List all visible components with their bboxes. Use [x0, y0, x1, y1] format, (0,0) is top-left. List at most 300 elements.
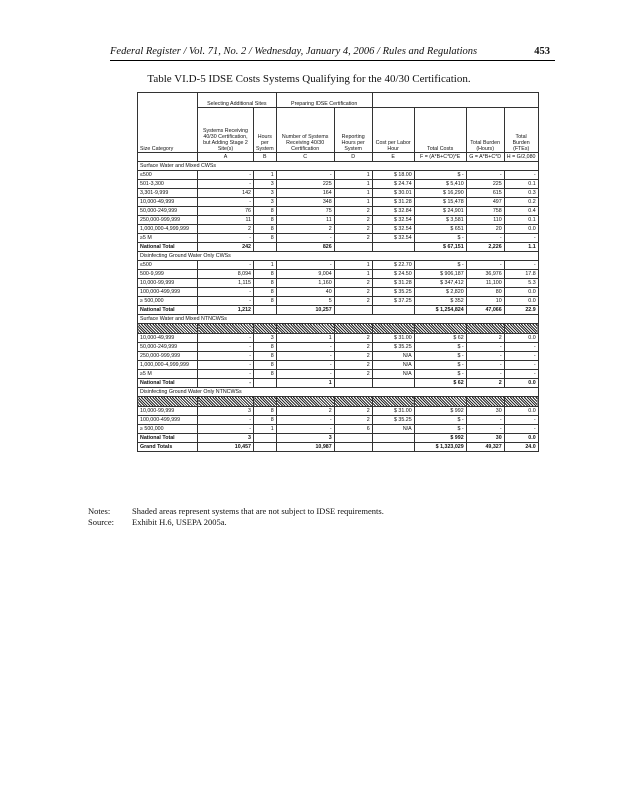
table-cell: - [198, 288, 254, 297]
table-cell: 0.0 [504, 434, 538, 443]
table-cell: ≤500 [138, 171, 198, 180]
column-header: Total Burden (FTEs) [504, 108, 538, 153]
source-text: Exhibit H.6, USEPA 2005a. [132, 517, 227, 528]
table-row [138, 189, 539, 198]
table-cell: 1,000,000-4,999,999 [138, 361, 198, 370]
table-cell: 250,000-999,999 [138, 216, 198, 225]
table-cell: ≤500 [138, 261, 198, 270]
table-row [138, 425, 539, 434]
table-cell: - [466, 352, 504, 361]
header-rule [110, 60, 555, 61]
table-cell [372, 443, 414, 452]
table-cell: $ 32.84 [372, 207, 414, 216]
table-cell: 0.0 [504, 225, 538, 234]
table-cell: 164 [276, 189, 334, 198]
table-cell: 10,457 [198, 443, 254, 452]
table-cell: - [504, 361, 538, 370]
table-notes [88, 506, 384, 529]
table-cell: 2 [198, 225, 254, 234]
table-cell: 22.9 [504, 306, 538, 315]
table-cell [254, 379, 277, 388]
table-cell: N/A [372, 425, 414, 434]
table-cell: 8 [254, 225, 277, 234]
table-cell: - [198, 180, 254, 189]
table-cell: 8 [254, 297, 277, 306]
table-cell: $ 2,820 [414, 288, 466, 297]
table-cell: 8 [254, 370, 277, 379]
table-cell [372, 306, 414, 315]
table-cell [334, 434, 372, 443]
table-cell: N/A [372, 370, 414, 379]
section-title-row [138, 162, 539, 171]
table-cell: $ 5,410 [414, 180, 466, 189]
table-cell: $ 62 [414, 334, 466, 343]
table-cell: 2 [466, 379, 504, 388]
table-cell: $ 35.25 [372, 416, 414, 425]
table-cell: 1,000,000-4,999,999 [138, 225, 198, 234]
table-cell: Grand Totals [138, 443, 198, 452]
table-row [138, 416, 539, 425]
table-cell: - [276, 352, 334, 361]
table-cell: 0.0 [504, 407, 538, 416]
table-cell: 1 [276, 334, 334, 343]
table-cell: - [276, 343, 334, 352]
table-cell: 2 [334, 343, 372, 352]
table-cell: 1,115 [198, 279, 254, 288]
table-cell: 1 [334, 261, 372, 270]
table-cell: 0.0 [504, 379, 538, 388]
table-cell: 40 [276, 288, 334, 297]
table-cell: - [504, 343, 538, 352]
table-cell: ≥ 500,000 [138, 425, 198, 434]
shaded-cell [276, 324, 334, 334]
table-cell: 10,000-99,999 [138, 407, 198, 416]
table-cell: - [504, 370, 538, 379]
table-cell: 11 [198, 216, 254, 225]
table-cell: - [276, 425, 334, 434]
table-cell: 3 [254, 189, 277, 198]
column-letter-row [138, 153, 539, 162]
table-cell: $ - [414, 370, 466, 379]
table-cell: $ 37.25 [372, 297, 414, 306]
table-cell: 8 [254, 361, 277, 370]
table-cell: 30 [466, 434, 504, 443]
table-cell: $ 15,478 [414, 198, 466, 207]
table-row [138, 234, 539, 243]
page-number: 453 [534, 46, 550, 57]
table-row [138, 343, 539, 352]
table-cell: 0.1 [504, 180, 538, 189]
shaded-row [138, 397, 539, 407]
section-title: Disinfecting Ground Water Only CWSs [138, 252, 539, 261]
group-header-selecting: Selecting Additional Sites [198, 93, 277, 108]
table-cell: N/A [372, 361, 414, 370]
shaded-cell [138, 324, 198, 334]
table-cell: 1.1 [504, 243, 538, 252]
column-letter: C [276, 153, 334, 162]
table-cell: 1 [254, 171, 277, 180]
table-cell: $ - [414, 234, 466, 243]
table-cell: National Total [138, 379, 198, 388]
table-row [138, 352, 539, 361]
table-row [138, 207, 539, 216]
table-cell: 8 [254, 207, 277, 216]
table-cell: 10 [466, 297, 504, 306]
running-head-text: Federal Register / Vol. 71, No. 2 / Wednesday, January 4, 2006 / Rules and Regulations [110, 46, 478, 57]
shaded-cell [504, 397, 538, 407]
table-cell: 2 [466, 334, 504, 343]
table-cell: 1 [334, 180, 372, 189]
table-row [138, 225, 539, 234]
table-cell: $ 35.25 [372, 288, 414, 297]
table-row [138, 361, 539, 370]
column-letter: A [198, 153, 254, 162]
table-cell: - [276, 416, 334, 425]
column-header: Number of Systems Receiving 40/30 Certification [276, 108, 334, 153]
table-cell: 6 [334, 425, 372, 434]
table-cell: 3 [198, 434, 254, 443]
table-cell: - [198, 334, 254, 343]
table-cell: 10,000-49,999 [138, 198, 198, 207]
table-cell: 826 [276, 243, 334, 252]
table-cell: 8 [254, 288, 277, 297]
table-cell: 5.3 [504, 279, 538, 288]
table-cell [334, 379, 372, 388]
shaded-cell [254, 324, 277, 334]
table-cell: 242 [198, 243, 254, 252]
table-cell: 2 [334, 207, 372, 216]
table-cell: 2 [334, 352, 372, 361]
table-cell: 0.1 [504, 216, 538, 225]
shaded-cell [254, 397, 277, 407]
table-cell: - [504, 234, 538, 243]
national-total-row [138, 434, 539, 443]
group-header-preparing: Preparing IDSE Certification [276, 93, 372, 108]
table-cell: - [466, 425, 504, 434]
table-cell: 75 [276, 207, 334, 216]
section-title-row [138, 252, 539, 261]
table-cell: 10,000-99,999 [138, 279, 198, 288]
table-cell: $ 35.25 [372, 343, 414, 352]
table-row [138, 216, 539, 225]
table-cell: 8,094 [198, 270, 254, 279]
column-letter: H = G/2,080 [504, 153, 538, 162]
table-cell: 250,000-999,999 [138, 352, 198, 361]
table-cell: National Total [138, 434, 198, 443]
table-cell: 8 [254, 216, 277, 225]
table-cell: $ 24.50 [372, 270, 414, 279]
table-row [138, 270, 539, 279]
table-cell: $ - [414, 416, 466, 425]
table-cell: 80 [466, 288, 504, 297]
table-cell: 1 [276, 379, 334, 388]
table-cell: 110 [466, 216, 504, 225]
table-cell: 3 [254, 180, 277, 189]
shaded-cell [466, 324, 504, 334]
table-cell: - [466, 261, 504, 270]
shaded-cell [198, 324, 254, 334]
table-cell: 24.0 [504, 443, 538, 452]
table-cell: ≥ 500,000 [138, 297, 198, 306]
column-header: Size Category [138, 108, 198, 153]
table-body [138, 162, 539, 452]
table-cell: National Total [138, 243, 198, 252]
table-cell: $ 31.00 [372, 407, 414, 416]
table-cell: - [276, 370, 334, 379]
table-cell: 1 [334, 198, 372, 207]
table-cell: - [198, 198, 254, 207]
table-cell: - [504, 352, 538, 361]
section-title: Disinfecting Ground Water Only NTNCWSs [138, 388, 539, 397]
table-cell: 1 [334, 189, 372, 198]
table-cell: 3 [198, 407, 254, 416]
table-cell: $ 30.01 [372, 189, 414, 198]
table-cell: - [198, 261, 254, 270]
table-cell: $ - [414, 343, 466, 352]
table-cell: 2 [334, 216, 372, 225]
table-cell: - [198, 425, 254, 434]
table-cell [372, 434, 414, 443]
source-line [88, 517, 384, 528]
table-cell: 2 [334, 407, 372, 416]
table-cell: $ 31.00 [372, 334, 414, 343]
table-cell: N/A [372, 352, 414, 361]
table-cell: 348 [276, 198, 334, 207]
table-cell: 2 [334, 288, 372, 297]
table-cell: 1,212 [198, 306, 254, 315]
table-cell: 17.8 [504, 270, 538, 279]
column-letter [138, 153, 198, 162]
table-cell: $ 992 [414, 407, 466, 416]
section-title: Surface Water and Mixed CWSs [138, 162, 539, 171]
column-header: Total Burden (Hours) [466, 108, 504, 153]
table-cell: 8 [254, 352, 277, 361]
table-cell: National Total [138, 306, 198, 315]
table-cell: 500-9,999 [138, 270, 198, 279]
table-cell: 20 [466, 225, 504, 234]
table-cell: 142 [198, 189, 254, 198]
table-cell: $ 67,151 [414, 243, 466, 252]
table-cell: 1 [254, 261, 277, 270]
column-header: Cost per Labor Hour [372, 108, 414, 153]
table-cell: $ 32.54 [372, 234, 414, 243]
table-cell: - [466, 361, 504, 370]
table-cell: - [198, 234, 254, 243]
table-cell: 1 [254, 425, 277, 434]
table-cell: - [276, 261, 334, 270]
table-cell: - [198, 352, 254, 361]
table-cell: $ 3,581 [414, 216, 466, 225]
table-cell: - [504, 261, 538, 270]
column-header: Total Costs [414, 108, 466, 153]
table-cell: 0.4 [504, 207, 538, 216]
table-cell: 0.0 [504, 297, 538, 306]
notes-line [88, 506, 384, 517]
table-cell: 3,301-9,999 [138, 189, 198, 198]
group-header-blank [138, 93, 198, 108]
table-cell: 8 [254, 416, 277, 425]
table-cell: - [466, 171, 504, 180]
table-cell: 0.0 [504, 288, 538, 297]
shaded-cell [414, 324, 466, 334]
source-label: Source: [88, 517, 114, 528]
table-cell: 3 [254, 198, 277, 207]
table-cell: 497 [466, 198, 504, 207]
table-cell: $ 651 [414, 225, 466, 234]
table-cell: 3 [254, 334, 277, 343]
table-cell: 8 [254, 279, 277, 288]
table-cell: 10,257 [276, 306, 334, 315]
section-title: Surface Water and Mixed NTNCWSs [138, 315, 539, 324]
table-cell: $ - [414, 171, 466, 180]
table-cell: - [276, 171, 334, 180]
table-row [138, 198, 539, 207]
table-cell: - [504, 416, 538, 425]
table-cell: - [276, 361, 334, 370]
table-cell: 2 [276, 225, 334, 234]
shaded-cell [138, 397, 198, 407]
table-cell: $ 32.54 [372, 216, 414, 225]
table-cell: ≥5 M [138, 234, 198, 243]
column-letter: B [254, 153, 277, 162]
table-cell: - [198, 416, 254, 425]
table-row [138, 370, 539, 379]
table-cell: 0.3 [504, 189, 538, 198]
table-cell: $ 32.54 [372, 225, 414, 234]
table-cell [254, 443, 277, 452]
table-cell: - [198, 379, 254, 388]
table-cell: 2 [334, 279, 372, 288]
table-cell: 49,327 [466, 443, 504, 452]
table-cell: $ 22.70 [372, 261, 414, 270]
national-total-row [138, 243, 539, 252]
table-cell: 2 [334, 225, 372, 234]
shaded-cell [198, 397, 254, 407]
section-title-row [138, 315, 539, 324]
table-cell: 2 [334, 234, 372, 243]
table-cell: 3 [276, 434, 334, 443]
table-cell: - [198, 297, 254, 306]
column-letter: E [372, 153, 414, 162]
shaded-cell [414, 397, 466, 407]
table-cell: 2 [334, 416, 372, 425]
table-cell: $ - [414, 425, 466, 434]
table-cell: 8 [254, 270, 277, 279]
table-title: Table VI.D-5 IDSE Costs Systems Qualifying for the 40/30 Certification. [147, 73, 471, 85]
table-cell [372, 379, 414, 388]
table-cell: 2 [334, 334, 372, 343]
table-cell: $ 18.00 [372, 171, 414, 180]
shaded-cell [372, 397, 414, 407]
table-cell: $ - [414, 352, 466, 361]
table-cell: $ 24,901 [414, 207, 466, 216]
table-cell: 225 [466, 180, 504, 189]
column-header: Hours per System [254, 108, 277, 153]
table-cell: - [504, 425, 538, 434]
table-cell: 0.0 [504, 334, 538, 343]
table-cell: 1 [334, 270, 372, 279]
section-title-row [138, 388, 539, 397]
table-cell: - [466, 343, 504, 352]
table-cell: - [504, 171, 538, 180]
table-row [138, 180, 539, 189]
column-letter: F = (A*B+C*D)*E [414, 153, 466, 162]
group-header-row [138, 93, 539, 108]
table-cell [334, 306, 372, 315]
table-cell: 501-3,300 [138, 180, 198, 189]
table-cell: 76 [198, 207, 254, 216]
table-cell: - [198, 343, 254, 352]
table-cell: $ 352 [414, 297, 466, 306]
table-cell: $ 1,323,029 [414, 443, 466, 452]
table-cell: 1 [334, 171, 372, 180]
grand-total-row [138, 443, 539, 452]
table-cell: 2 [334, 361, 372, 370]
table-cell: $ 16,290 [414, 189, 466, 198]
table-cell [334, 443, 372, 452]
shaded-cell [276, 397, 334, 407]
table-cell: 50,000-249,999 [138, 207, 198, 216]
table-row [138, 288, 539, 297]
table-cell: $ 992 [414, 434, 466, 443]
table-row [138, 297, 539, 306]
shaded-cell [372, 324, 414, 334]
table-cell: $ 31.28 [372, 198, 414, 207]
table-cell [254, 243, 277, 252]
table-cell [254, 306, 277, 315]
table-cell: $ 1,254,824 [414, 306, 466, 315]
shaded-row [138, 324, 539, 334]
table-cell: 2 [334, 297, 372, 306]
table-cell: 0.2 [504, 198, 538, 207]
table-row [138, 334, 539, 343]
group-header-blank-right [372, 93, 538, 108]
column-letter: D [334, 153, 372, 162]
table-cell [254, 434, 277, 443]
table-cell: 50,000-249,999 [138, 343, 198, 352]
table-cell [372, 243, 414, 252]
table-cell: 758 [466, 207, 504, 216]
table-cell: 47,066 [466, 306, 504, 315]
notes-label: Notes: [88, 506, 111, 516]
table-cell: 11,100 [466, 279, 504, 288]
table-cell: $ 906,187 [414, 270, 466, 279]
national-total-row [138, 379, 539, 388]
table-cell: 225 [276, 180, 334, 189]
table-cell: - [276, 234, 334, 243]
table-cell: $ 24.74 [372, 180, 414, 189]
column-header-row [138, 108, 539, 153]
table-cell: 5 [276, 297, 334, 306]
table-cell: 8 [254, 343, 277, 352]
table-cell: - [198, 361, 254, 370]
table-row [138, 279, 539, 288]
table-cell: 615 [466, 189, 504, 198]
column-header: Reporting Hours per System [334, 108, 372, 153]
notes-text: Shaded areas represent systems that are not subject to IDSE requirements. [132, 506, 384, 516]
shaded-cell [504, 324, 538, 334]
table-cell: 1,160 [276, 279, 334, 288]
table-row [138, 407, 539, 416]
table-cell: 8 [254, 407, 277, 416]
table-cell: 2,226 [466, 243, 504, 252]
table-cell: 8 [254, 234, 277, 243]
national-total-row [138, 306, 539, 315]
table-cell: - [466, 234, 504, 243]
table-cell: ≥5 M [138, 370, 198, 379]
table-cell: 10,987 [276, 443, 334, 452]
shaded-cell [466, 397, 504, 407]
